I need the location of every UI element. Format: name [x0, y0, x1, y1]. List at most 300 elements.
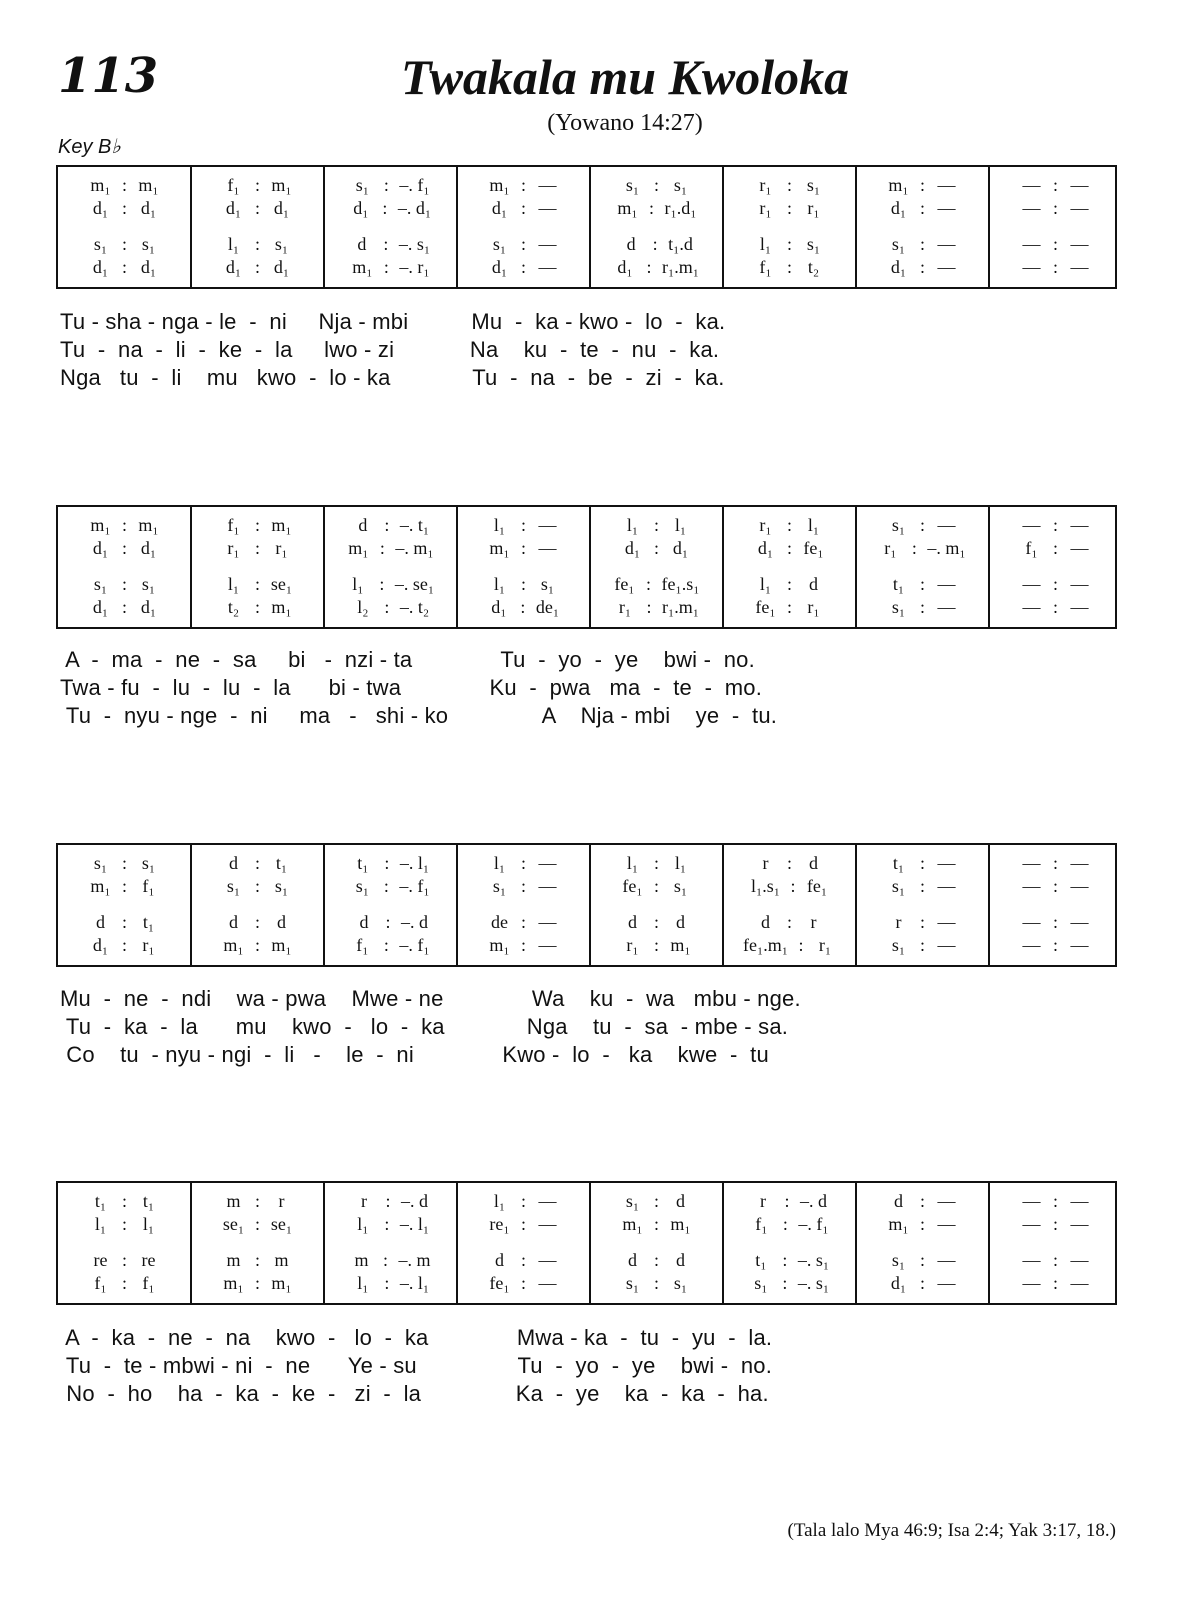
- lyric-line: Tu - ka - la mu kwo - lo - ka Nga tu - sa - mbe - sa.: [60, 1014, 789, 1039]
- beat-colon: :: [383, 935, 389, 955]
- solfa-note: —: [1070, 853, 1089, 873]
- solfa-note: t₁: [755, 1250, 767, 1270]
- solfa-note: –. m₁: [395, 538, 434, 558]
- solfa-note: r₁: [227, 538, 240, 558]
- measure-cell: [856, 853, 989, 874]
- scripture-subtitle: [0, 110, 1200, 137]
- measure-cell: [324, 853, 457, 874]
- solfa-note: s₁: [93, 234, 108, 254]
- solfa-note: –. m: [398, 1250, 431, 1270]
- solfa-note: —: [1070, 597, 1089, 617]
- measure-cell: [590, 538, 723, 559]
- beat-colon: :: [646, 597, 652, 617]
- beat-colon: :: [254, 1191, 260, 1211]
- beat-colon: :: [121, 1191, 127, 1211]
- solfa-note: —: [937, 198, 956, 218]
- solfa-note: s₁: [141, 574, 156, 594]
- solfa-note: m: [274, 1250, 289, 1270]
- solfa-note: d: [628, 912, 637, 932]
- solfa-note: d: [628, 1250, 637, 1270]
- solfa-note: –. l₁: [399, 1273, 430, 1293]
- beat-colon: :: [1052, 234, 1058, 254]
- solfa-note: r: [760, 1191, 766, 1211]
- solfa-note: —: [937, 912, 956, 932]
- beat-colon: :: [919, 1191, 925, 1211]
- solfa-note: r₁: [759, 198, 772, 218]
- solfa-note: —: [1022, 935, 1041, 955]
- solfa-note: —: [1070, 1250, 1089, 1270]
- beat-colon: :: [520, 935, 526, 955]
- measure-cell: [324, 538, 457, 559]
- beat-colon: :: [121, 257, 127, 277]
- measure-cell: [58, 1273, 191, 1294]
- solfa-note: –. se₁: [394, 574, 435, 594]
- beat-colon: :: [919, 1214, 925, 1234]
- measure-cell: [457, 175, 590, 196]
- beat-colon: :: [786, 234, 792, 254]
- beat-colon: :: [121, 574, 127, 594]
- solfa-system: [56, 843, 1117, 967]
- measure-cell: [989, 538, 1122, 559]
- measure-cell: [191, 574, 324, 595]
- solfa-system: [56, 165, 1117, 289]
- beat-colon: :: [919, 515, 925, 535]
- key-signature: Key B♭: [58, 136, 121, 158]
- solfa-note: —: [1070, 876, 1089, 896]
- solfa-note: r₁: [626, 935, 639, 955]
- measure-cell: [191, 912, 324, 933]
- beat-colon: :: [520, 234, 526, 254]
- measure-cell: [590, 912, 723, 933]
- solfa-note: m₁: [90, 515, 111, 535]
- solfa-note: se₁: [270, 574, 293, 594]
- beat-colon: :: [520, 198, 526, 218]
- solfa-note: d: [809, 574, 818, 594]
- solfa-system: [56, 1181, 1117, 1305]
- solfa-note: l₁: [352, 574, 364, 594]
- beat-colon: :: [121, 538, 127, 558]
- beat-colon: :: [790, 876, 796, 896]
- solfa-note: m: [354, 1250, 369, 1270]
- beat-colon: :: [786, 257, 792, 277]
- solfa-note: r: [895, 912, 902, 932]
- beat-colon: :: [782, 1273, 788, 1293]
- solfa-note: d₁: [491, 257, 508, 277]
- measure-cell: [590, 257, 723, 278]
- beat-colon: :: [648, 198, 654, 218]
- solfa-note: m₁: [489, 175, 510, 195]
- measure-cell: [989, 597, 1122, 618]
- solfa-note: t₁: [275, 853, 288, 873]
- solfa-note: f₁: [142, 1273, 155, 1293]
- solfa-note: s₁: [274, 234, 289, 254]
- lyric-line: Twa - fu - lu - lu - la bi - twa Ku - pwa ma - te - mo.: [60, 675, 763, 700]
- measure-cell: [457, 515, 590, 536]
- solfa-note: —: [1022, 257, 1041, 277]
- measure-cell: [989, 853, 1122, 874]
- hymn-title: [0, 48, 1200, 106]
- measure-cell: [58, 234, 191, 255]
- solfa-note: fe₁.m₁: [742, 935, 789, 955]
- solfa-note: m₁: [90, 175, 111, 195]
- solfa-note: —: [538, 876, 557, 896]
- solfa-note: r₁: [142, 935, 155, 955]
- measure-cell: [989, 198, 1122, 219]
- solfa-note: m₁: [888, 175, 909, 195]
- solfa-note: m₁: [271, 935, 292, 955]
- solfa-note: —: [1070, 935, 1089, 955]
- solfa-note: d: [676, 1191, 685, 1211]
- beat-colon: :: [383, 234, 389, 254]
- measure-cell: [989, 1214, 1122, 1235]
- solfa-note: r₁: [884, 538, 897, 558]
- beat-colon: :: [919, 234, 925, 254]
- beat-colon: :: [1052, 876, 1058, 896]
- beat-colon: :: [385, 912, 391, 932]
- solfa-note: s₁: [625, 1273, 640, 1293]
- solfa-note: s₁: [673, 175, 688, 195]
- measure-cell: [590, 853, 723, 874]
- beat-colon: :: [919, 597, 925, 617]
- solfa-note: —: [538, 912, 557, 932]
- beat-colon: :: [520, 574, 526, 594]
- beat-colon: :: [121, 876, 127, 896]
- solfa-note: t₂: [807, 257, 820, 277]
- solfa-note: s₁: [226, 876, 241, 896]
- solfa-note: f₁: [227, 175, 240, 195]
- solfa-note: —: [937, 1191, 956, 1211]
- solfa-note: s₁: [492, 234, 507, 254]
- solfa-note: s₁: [355, 175, 369, 195]
- measure-cell: [191, 597, 324, 618]
- beat-colon: :: [653, 538, 659, 558]
- beat-colon: :: [383, 175, 389, 195]
- solfa-note: —: [538, 1214, 557, 1234]
- beat-colon: :: [919, 853, 925, 873]
- lyric-line: A - ma - ne - sa bi - nzi - ta Tu - yo - ye bwi - no.: [60, 647, 755, 672]
- solfa-note: re₁: [489, 1214, 510, 1234]
- beat-colon: :: [1052, 175, 1058, 195]
- beat-colon: :: [786, 538, 792, 558]
- solfa-note: s₁: [274, 876, 289, 896]
- solfa-note: —: [1070, 1191, 1089, 1211]
- measure-cell: [989, 1191, 1122, 1212]
- beat-colon: :: [520, 876, 526, 896]
- solfa-note: r₁: [275, 538, 288, 558]
- beat-colon: :: [653, 1250, 659, 1270]
- solfa-note: —: [937, 175, 956, 195]
- solfa-note: fe₁: [614, 574, 635, 594]
- solfa-note: m₁: [670, 1214, 691, 1234]
- beat-colon: :: [254, 175, 260, 195]
- measure-cell: [324, 198, 457, 219]
- solfa-note: m₁: [271, 1273, 292, 1293]
- measure-cell: [191, 935, 324, 956]
- solfa-note: d₁: [617, 257, 633, 277]
- solfa-note: —: [937, 515, 956, 535]
- hymn-title-text: Twakala mu Kwoloka: [400, 49, 850, 105]
- measure-cell: [590, 175, 723, 196]
- solfa-note: l₁: [626, 515, 639, 535]
- lyric-line: Co tu - nyu - ngi - li - le - ni Kwo - lo - ka kwe - tu: [60, 1042, 769, 1067]
- solfa-note: fe₁: [622, 876, 643, 896]
- measure-cell: [324, 1273, 457, 1294]
- solfa-note: m₁: [352, 257, 373, 277]
- solfa-note: d: [894, 1191, 903, 1211]
- measure-cell: [723, 538, 856, 559]
- solfa-note: l₁: [493, 515, 506, 535]
- solfa-note: —: [1070, 574, 1089, 594]
- solfa-note: s₁: [891, 935, 906, 955]
- beat-colon: :: [121, 597, 127, 617]
- solfa-note: d: [229, 853, 238, 873]
- measure-cell: [58, 175, 191, 196]
- measure-cell: [58, 515, 191, 536]
- measure-cell: [324, 234, 457, 255]
- beat-colon: :: [254, 198, 260, 218]
- solfa-note: —: [538, 198, 557, 218]
- measure-cell: [58, 257, 191, 278]
- beat-colon: :: [254, 1214, 260, 1234]
- measure-cell: [191, 1191, 324, 1212]
- solfa-note: d₁: [92, 538, 109, 558]
- measure-cell: [457, 574, 590, 595]
- solfa-note: d₁: [92, 257, 109, 277]
- beat-colon: :: [1052, 853, 1058, 873]
- lyric-line: Tu - na - li - ke - la lwo - zi Na ku - te - nu - ka.: [60, 337, 720, 362]
- beat-colon: :: [382, 198, 388, 218]
- beat-colon: :: [384, 597, 390, 617]
- measure-cell: [989, 574, 1122, 595]
- measure-cell: [723, 912, 856, 933]
- measure-cell: [457, 912, 590, 933]
- solfa-note: fe₁.s₁: [661, 574, 700, 594]
- beat-colon: :: [520, 538, 526, 558]
- solfa-note: —: [937, 574, 956, 594]
- beat-colon: :: [646, 257, 652, 277]
- solfa-note: —: [1022, 853, 1041, 873]
- measure-cell: [856, 234, 989, 255]
- beat-colon: :: [1052, 1273, 1058, 1293]
- measure-cell: [457, 257, 590, 278]
- measure-cell: [723, 257, 856, 278]
- beat-colon: :: [121, 515, 127, 535]
- solfa-note: —: [1022, 1250, 1041, 1270]
- beat-colon: :: [382, 1250, 388, 1270]
- hymn-number: 113: [58, 48, 159, 104]
- beat-colon: :: [254, 876, 260, 896]
- solfa-note: d₁: [624, 538, 641, 558]
- solfa-note: m₁: [888, 1214, 909, 1234]
- beat-colon: :: [254, 515, 260, 535]
- measure-cell: [58, 1191, 191, 1212]
- lyric-line: No - ho ha - ka - ke - zi - la Ka - ye ka - ka - ha.: [60, 1381, 769, 1406]
- solfa-note: s₁: [625, 175, 640, 195]
- solfa-note: d₁: [92, 935, 109, 955]
- lyric-line: Nga tu - li mu kwo - lo - ka Tu - na - be - zi - ka.: [60, 365, 725, 390]
- beat-colon: :: [653, 935, 659, 955]
- beat-colon: :: [653, 876, 659, 896]
- solfa-note: s₁: [891, 234, 906, 254]
- measure-cell: [856, 1214, 989, 1235]
- beat-colon: :: [653, 1214, 659, 1234]
- solfa-note: d: [676, 1250, 685, 1270]
- beat-colon: :: [1052, 597, 1058, 617]
- measure-cell: [856, 175, 989, 196]
- measure-cell: [856, 1273, 989, 1294]
- measure-cell: [590, 574, 723, 595]
- solfa-note: s₁: [891, 597, 906, 617]
- solfa-note: f₁: [1025, 538, 1038, 558]
- measure-cell: [989, 876, 1122, 897]
- solfa-note: l₁: [674, 853, 687, 873]
- solfa-note: —: [1022, 597, 1041, 617]
- solfa-note: re: [93, 1250, 108, 1270]
- measure-cell: [457, 234, 590, 255]
- solfa-note: m₁: [223, 1273, 244, 1293]
- solfa-note: —: [1070, 515, 1089, 535]
- measure-cell: [590, 1214, 723, 1235]
- measure-cell: [191, 1250, 324, 1271]
- solfa-note: fe₁: [803, 538, 824, 558]
- solfa-note: s₁: [141, 853, 156, 873]
- beat-colon: :: [254, 574, 260, 594]
- beat-colon: :: [919, 175, 925, 195]
- solfa-note: —: [1022, 175, 1041, 195]
- beat-colon: :: [786, 515, 792, 535]
- solfa-note: —: [1070, 1214, 1089, 1234]
- measure-cell: [989, 234, 1122, 255]
- solfa-note: s₁: [754, 1273, 768, 1293]
- beat-colon: :: [653, 175, 659, 195]
- beat-colon: :: [121, 1250, 127, 1270]
- measure-cell: [191, 198, 324, 219]
- solfa-note: –. l₁: [399, 853, 430, 873]
- measure-cell: [58, 538, 191, 559]
- measure-cell: [989, 1273, 1122, 1294]
- solfa-note: m₁: [138, 515, 159, 535]
- measure-cell: [457, 597, 590, 618]
- solfa-note: f₁: [142, 876, 155, 896]
- solfa-note: —: [538, 853, 557, 873]
- solfa-note: m₁: [271, 175, 292, 195]
- beat-colon: :: [1052, 912, 1058, 932]
- solfa-note: —: [538, 1273, 557, 1293]
- beat-colon: :: [919, 912, 925, 932]
- beat-colon: :: [383, 257, 389, 277]
- solfa-note: s₁: [355, 876, 369, 896]
- solfa-note: —: [937, 234, 956, 254]
- beat-colon: :: [919, 574, 925, 594]
- solfa-note: d₁: [672, 538, 689, 558]
- measure-cell: [590, 876, 723, 897]
- beat-colon: :: [786, 597, 792, 617]
- solfa-note: r: [278, 1191, 285, 1211]
- measure-cell: [856, 1191, 989, 1212]
- beat-colon: :: [1052, 515, 1058, 535]
- solfa-note: d: [761, 912, 770, 932]
- solfa-note: l₁: [357, 1273, 369, 1293]
- beat-colon: :: [254, 935, 260, 955]
- beat-colon: :: [782, 1214, 788, 1234]
- measure-cell: [191, 538, 324, 559]
- solfa-note: –. d₁: [397, 198, 432, 218]
- solfa-note: s₁: [93, 574, 108, 594]
- solfa-note: —: [538, 257, 557, 277]
- beat-colon: :: [1052, 538, 1058, 558]
- solfa-note: l₁.s₁: [750, 876, 781, 896]
- beat-colon: :: [786, 175, 792, 195]
- solfa-note: t₁.d: [668, 234, 693, 254]
- beat-colon: :: [254, 1250, 260, 1270]
- measure-cell: [191, 257, 324, 278]
- solfa-note: r₁.d₁: [664, 198, 697, 218]
- solfa-note: —: [538, 515, 557, 535]
- beat-colon: :: [254, 1273, 260, 1293]
- solfa-note: m₁: [670, 935, 691, 955]
- beat-colon: :: [784, 1191, 790, 1211]
- measure-cell: [58, 198, 191, 219]
- beat-colon: :: [520, 853, 526, 873]
- measure-cell: [324, 574, 457, 595]
- solfa-note: l₁: [759, 574, 772, 594]
- measure-cell: [856, 876, 989, 897]
- beat-colon: :: [653, 1191, 659, 1211]
- measure-cell: [723, 1273, 856, 1294]
- beat-colon: :: [379, 574, 385, 594]
- beat-colon: :: [121, 935, 127, 955]
- measure-cell: [590, 935, 723, 956]
- solfa-note: –. l₁: [399, 1214, 430, 1234]
- solfa-note: —: [1070, 198, 1089, 218]
- measure-cell: [457, 935, 590, 956]
- beat-colon: :: [1052, 1214, 1058, 1234]
- solfa-note: s₁: [806, 175, 821, 195]
- measure-cell: [58, 912, 191, 933]
- measure-cell: [989, 1250, 1122, 1271]
- solfa-note: l₁: [227, 234, 240, 254]
- beat-colon: :: [919, 1273, 925, 1293]
- beat-colon: :: [254, 597, 260, 617]
- solfa-note: d₁: [890, 257, 907, 277]
- solfa-note: m₁: [223, 935, 244, 955]
- solfa-note: d₁: [890, 1273, 907, 1293]
- measure-cell: [58, 597, 191, 618]
- solfa-note: —: [1022, 876, 1041, 896]
- lyric-line: Tu - sha - nga - le - ni Nja - mbi Mu - ka - kwo - lo - ka.: [60, 309, 726, 334]
- beat-colon: :: [520, 1191, 526, 1211]
- solfa-note: –. d: [401, 1191, 428, 1211]
- measure-cell: [989, 935, 1122, 956]
- measure-cell: [324, 876, 457, 897]
- measure-cell: [58, 1214, 191, 1235]
- measure-cell: [590, 515, 723, 536]
- solfa-note: –. t₂: [399, 597, 430, 617]
- beat-colon: :: [121, 1214, 127, 1234]
- solfa-note: –. f₁: [798, 1214, 829, 1234]
- measure-cell: [324, 597, 457, 618]
- solfa-note: r₁: [807, 597, 820, 617]
- solfa-note: l₁: [626, 853, 639, 873]
- solfa-note: se₁: [270, 1214, 293, 1234]
- measure-cell: [723, 515, 856, 536]
- solfa-note: —: [937, 1250, 956, 1270]
- solfa-note: –. r₁: [399, 257, 430, 277]
- measure-cell: [191, 876, 324, 897]
- beat-colon: :: [520, 175, 526, 195]
- solfa-note: t₁: [94, 1191, 107, 1211]
- solfa-note: l₁: [493, 574, 506, 594]
